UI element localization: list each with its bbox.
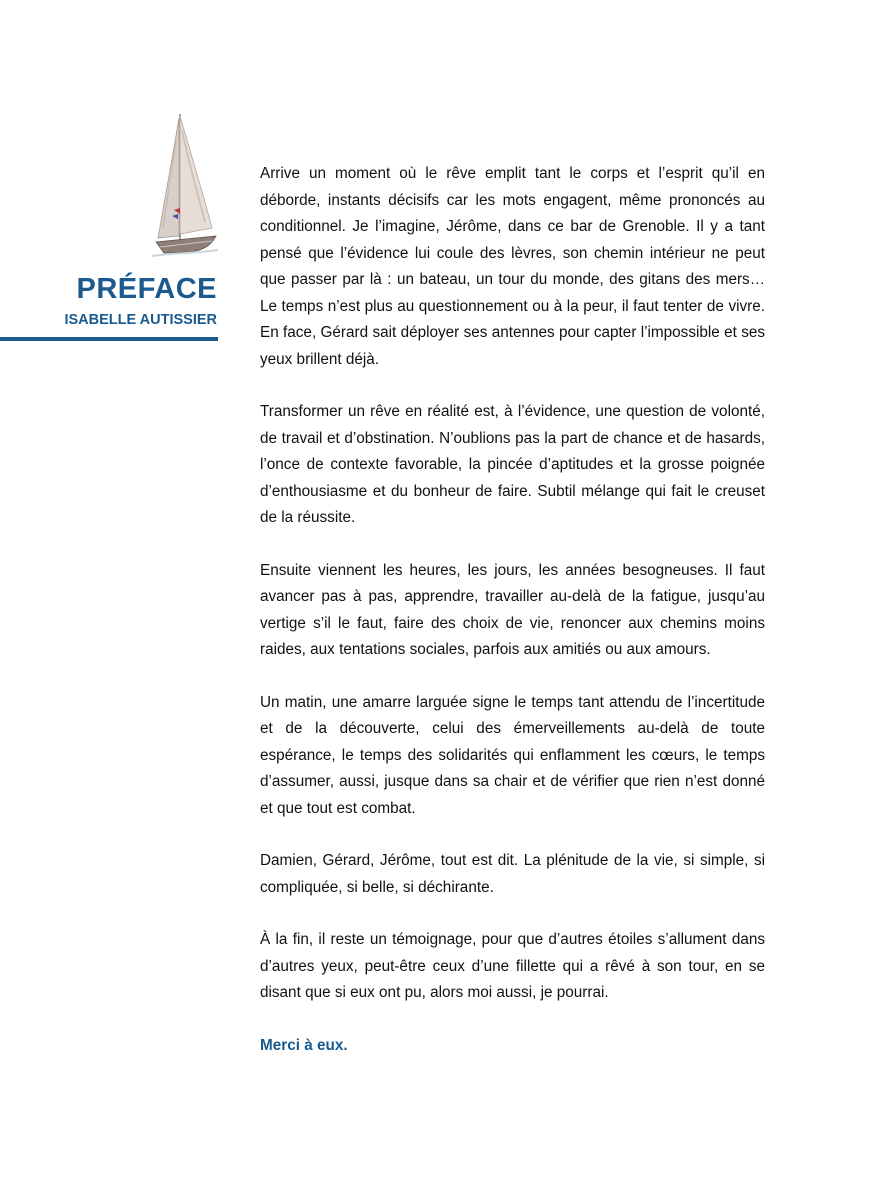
author-name: ISABELLE AUTISSIER	[64, 312, 217, 328]
paragraph: Damien, Gérard, Jérôme, tout est dit. La plénitude de la vie, si simple, si compliquée, si belle, si déchirante.	[260, 852, 765, 896]
title-divider	[0, 337, 218, 341]
page-title: PRÉFACE	[76, 273, 217, 305]
preface-body	[260, 161, 765, 1085]
paragraph: Un matin, une amarre larguée signe le temps tant attendu de l’incertitude et de la découverte, celui des émerveillements au-delà de toute espérance, le temps des solidarités qui enflamment les cœurs, le temps d’assumer, aussi, jusque dans sa chair et de vérifier que rien n’est donné et que tout est combat.	[260, 693, 765, 817]
sailboat-watercolor-icon	[150, 110, 220, 270]
paragraph: Transformer un rêve en réalité est, à l’évidence, une question de volonté, de travail et d’obstination. N’oublions pas la part de chance et de hasards, l’once de contexte favorable, la pincée d’aptitudes et la grosse poignée d’enthousiasme et du bonheur de faire. Subtil mélange qui fait le creuset de la réussite.	[260, 403, 765, 526]
paragraph: Arrive un moment où le rêve emplit tant le corps et l’esprit qu’il en déborde, instants décisifs car les mots engagent, même prononcés au conditionnel. Je l’imagine, Jérôme, dans ce bar de Grenoble. Il y a tant pensé que l’évidence lui coule des lèvres, son chemin intérieur ne peut que passer par là : un bateau, un tour du monde, des gitans des mers… Le temps n’est plus au questionnement ou à la peur, il faut tenter de vivre. En face, Gérard sait déployer ses antennes pour capter l’impossible et ses yeux brillent déjà.	[260, 165, 765, 368]
closing-line: Merci à eux.	[260, 1036, 348, 1054]
paragraph: À la fin, il reste un témoignage, pour que d’autres étoiles s’allument dans d’autres yeux, peut-être ceux d’une fillette qui a rêvé à son tour, en se disant que si eux ont pu, alors moi aussi, je pourrai.	[260, 931, 765, 1001]
paragraph: Ensuite viennent les heures, les jours, les années besogneuses. Il faut avancer pas à pas, apprendre, travailler au-delà de la fatigue, jusqu’au vertige s’il le faut, faire des choix de vie, renoncer aux chemins moins raides, aux tentations sociales, parfois aux amitiés ou aux amours.	[260, 561, 765, 658]
